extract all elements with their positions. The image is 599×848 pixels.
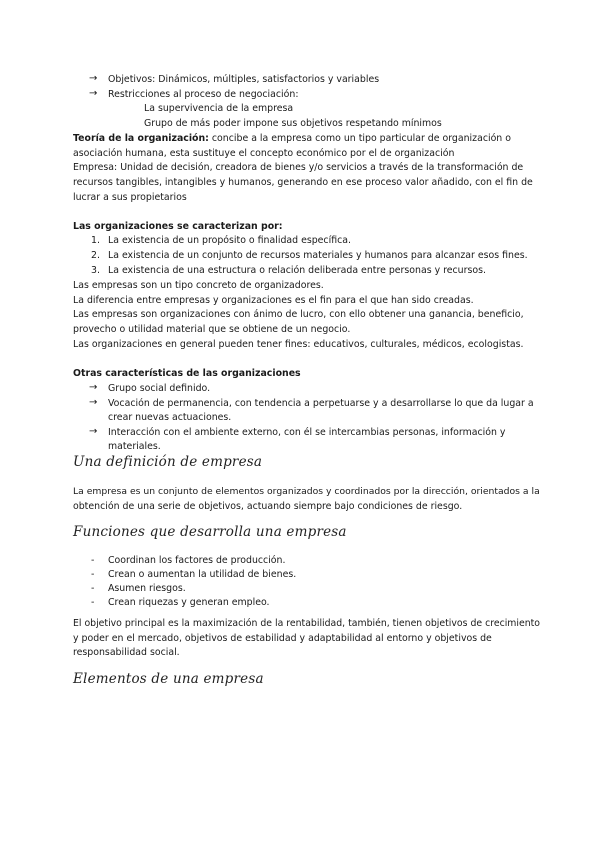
list-number: 2. bbox=[91, 250, 100, 261]
teoria-line: asociación humana, esta sustituye el concepto económico por el de organización bbox=[73, 148, 455, 159]
funciones-item: Crean o aumentan la utilidad de bienes. bbox=[108, 569, 297, 580]
caracterizan-heading: Las organizaciones se caracterizan por: bbox=[73, 221, 283, 232]
arrow-bullet: → bbox=[89, 426, 98, 437]
otras-item: Vocación de permanencia, con tendencia a perpetuarse y a desarrollarse lo que da lugar a bbox=[108, 398, 534, 409]
funciones-item: Coordinan los factores de producción. bbox=[108, 555, 286, 566]
definicion-line: La empresa es un conjunto de elementos organizados y coordinados por la dirección, orientados a la bbox=[73, 486, 540, 497]
teoria-line bbox=[73, 132, 511, 146]
funciones-heading: Funciones que desarrolla una empresa bbox=[73, 524, 347, 540]
list-item: La existencia de un propósito o finalidad específica. bbox=[108, 235, 351, 246]
list-number: 3. bbox=[91, 265, 100, 276]
paragraph-line: provecho o utilidad material que se obtiene de un negocio. bbox=[73, 324, 351, 335]
objetivo-line: El objetivo principal es la maximización de la rentabilidad, también, tienen objetivos de crecimiento bbox=[73, 618, 540, 629]
empresa-line: Empresa: Unidad de decisión, creadora de bienes y/o servicios a través de la transformación de bbox=[73, 162, 524, 173]
otras-item-cont: materiales. bbox=[108, 441, 161, 452]
definicion-line: obtención de una serie de objetivos, actuando siempre bajo condiciones de riesgo. bbox=[73, 501, 463, 512]
otras-heading: Otras características de las organizaciones bbox=[73, 368, 301, 379]
funciones-item: Asumen riesgos. bbox=[108, 583, 186, 594]
sub-item: Grupo de más poder impone sus objetivos respetando mínimos bbox=[144, 118, 442, 129]
teoria-text: concibe a la empresa como un tipo particular de organización o bbox=[208, 133, 511, 144]
paragraph-line: Las empresas son un tipo concreto de organizadores. bbox=[73, 280, 324, 291]
dash-bullet: - bbox=[91, 569, 95, 580]
otras-item: Interacción con el ambiente externo, con él se intercambias personas, información y bbox=[108, 427, 506, 438]
list-item: La existencia de un conjunto de recursos materiales y humanos para alcanzar esos fines. bbox=[108, 250, 528, 261]
teoria-label: Teoría de la organización: bbox=[73, 133, 209, 144]
dash-bullet: - bbox=[91, 583, 95, 594]
otras-item: Grupo social definido. bbox=[108, 383, 211, 394]
restricciones-line: Restricciones al proceso de negociación: bbox=[108, 89, 299, 100]
arrow-bullet: → bbox=[89, 88, 98, 99]
arrow-bullet: → bbox=[89, 397, 98, 408]
sub-item: La supervivencia de la empresa bbox=[144, 103, 294, 114]
arrow-bullet: → bbox=[89, 382, 98, 393]
funciones-item: Crean riquezas y generan empleo. bbox=[108, 597, 270, 608]
definicion-heading: Una definición de empresa bbox=[73, 454, 263, 470]
elementos-heading: Elementos de una empresa bbox=[73, 671, 264, 687]
empresa-line: recursos tangibles, intangibles y humanos, generando en ese proceso valor añadido, con el fin de bbox=[73, 177, 533, 188]
paragraph-line: Las organizaciones en general pueden tener fines: educativos, culturales, médicos, ecologistas. bbox=[73, 339, 524, 350]
objetivos-line: Objetivos: Dinámicos, múltiples, satisfactorios y variables bbox=[108, 74, 380, 85]
arrow-bullet: → bbox=[89, 73, 98, 84]
paragraph-line: Las empresas son organizaciones con ánimo de lucro, con ello obtener una ganancia, beneficio, bbox=[73, 309, 524, 320]
empresa-line: lucrar a sus propietarios bbox=[73, 192, 187, 203]
paragraph-line: La diferencia entre empresas y organizaciones es el fin para el que han sido creadas. bbox=[73, 295, 474, 306]
list-number: 1. bbox=[91, 235, 100, 246]
dash-bullet: - bbox=[91, 597, 95, 608]
otras-item-cont: crear nuevas actuaciones. bbox=[108, 412, 232, 423]
objetivo-line: responsabilidad social. bbox=[73, 647, 180, 658]
list-item: La existencia de una estructura o relación deliberada entre personas y recursos. bbox=[108, 265, 486, 276]
dash-bullet: - bbox=[91, 555, 95, 566]
objetivo-line: y poder en el mercado, objetivos de estabilidad y adaptabilidad al entorno y objetivos de bbox=[73, 633, 492, 644]
